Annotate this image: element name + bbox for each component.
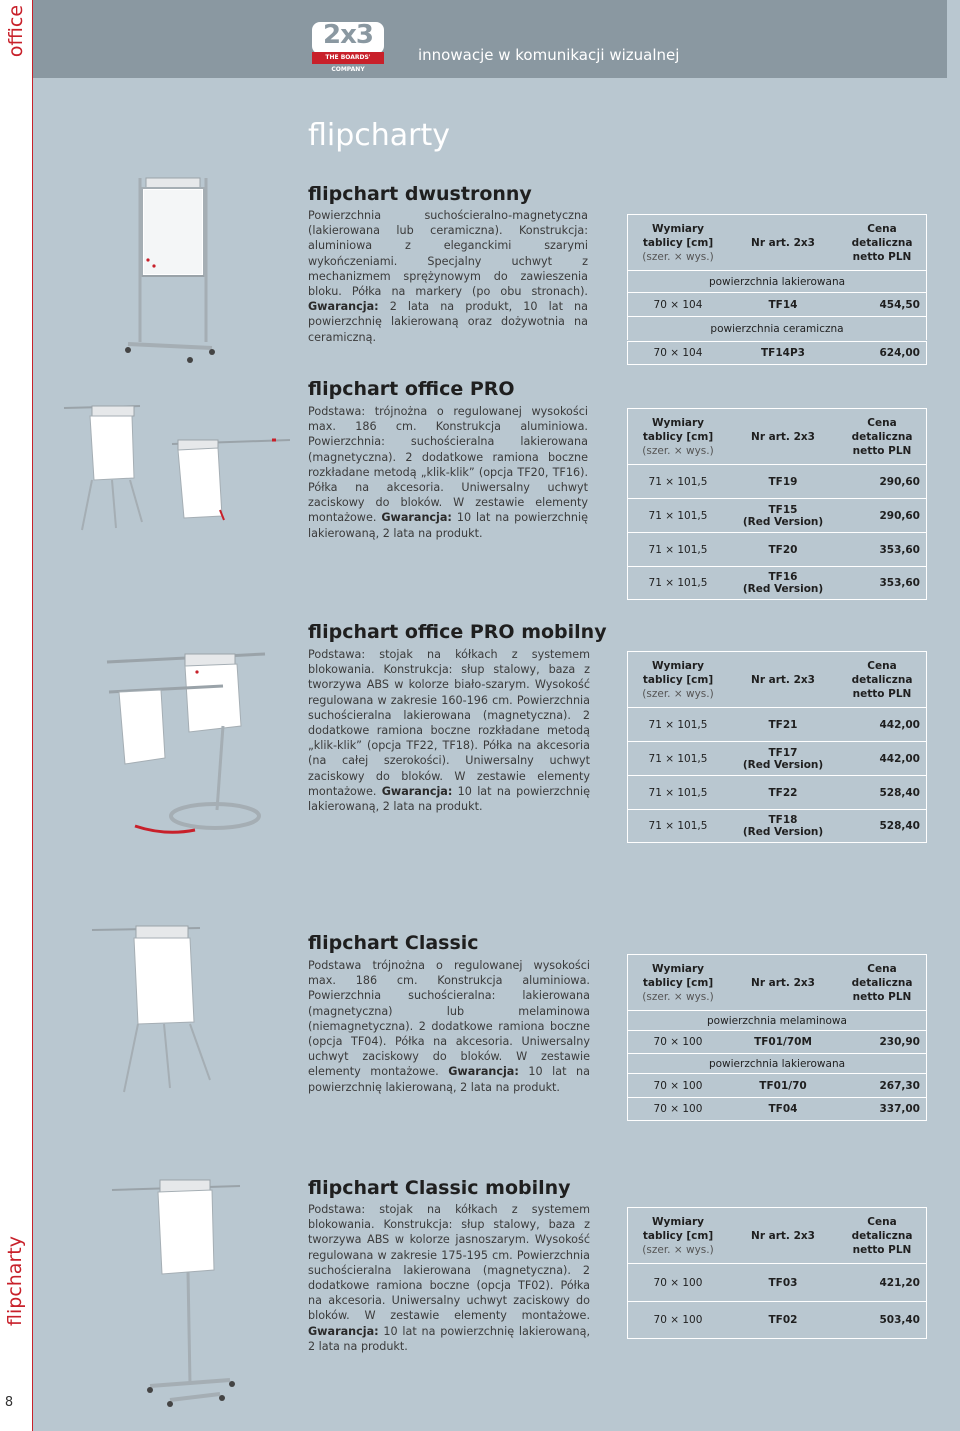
table-header: Wymiary tablicy [cm] (szer. × wys.) Nr art. 2x3 Cena detaliczna netto PLN [627,408,927,464]
table-row: 70 × 100 TF03 421,20 [627,1263,927,1301]
table-row: 71 × 101,5 TF20 353,60 [627,532,927,566]
table-row: 70 × 104 TF14 454,50 [627,292,927,316]
table-header: Wymiary tablicy [cm] (szer. × wys.) Nr art. 2x3 Cena detaliczna netto PLN [627,1207,927,1263]
price-table [627,214,927,365]
table-row: 70 × 100 TF02 503,40 [627,1301,927,1339]
table-row: 70 × 100 TF01/70M 230,90 [627,1030,927,1053]
header-bar [33,0,947,78]
table-section-row: powierzchnia ceramiczna [627,316,927,340]
table-header: Wymiary tablicy [cm] (szer. × wys.) Nr art. 2x3 Cena detaliczna netto PLN [627,214,927,270]
table-section-row: powierzchnia lakierowana [627,1053,927,1073]
product-title: flipchart dwustronny [308,183,532,205]
table-row: 71 × 101,5 TF22 528,40 [627,775,927,809]
product-image-dwustronny [118,172,218,372]
price-table [627,954,927,1121]
page-number: 8 [4,1395,14,1410]
table-row: 71 × 101,5 TF19 290,60 [627,464,927,498]
product-description: Podstawa trójnożna o regulowanej wysokości max. 186 cm. Konstrukcja aluminiowa. Powierzchnia suchościeralna: lakierowana (magnetyczna) lub melaminowa (niemagnetyczna). 2 dodatkowe ramiona boczne (opcja TF04). Półka na akcesoria. Uniwersalny uchwyt zaciskowy do bloków. W zestawie elementy montażowe. Gwarancja: 10 lat na powierzchnię lakierowaną, 2 lata na produkt. [308,959,590,1094]
table-row: 71 × 101,5 TF18 (Red Version) 528,40 [627,809,927,843]
side-label-top: office [5,4,27,58]
price-table [627,651,927,843]
product-description: Podstawa: trójnożna o regulowanej wysokości max. 186 cm. Konstrukcja aluminiowa. Powierzchnia: suchościeralna lakierowana (magnetyczna). 2 dodatkowe ramiona boczne rozkładane metodą „klik-klik” (opcja TF20, TF16). Półka na akcesoria. Uniwersalny uchwyt zaciskowy do bloków. W zestawie elementy montażowe. Gwarancja: 10 lat na powierzchnię lakierowaną, 2 lata na produkt. [308,405,588,540]
table-row: 71 × 101,5 TF17 (Red Version) 442,00 [627,741,927,775]
product-image-classic [90,920,240,1100]
brand-logo: 2x3 THE BOARDS' COMPANY [312,22,384,64]
price-table [627,408,927,600]
table-row: 70 × 100 TF04 337,00 [627,1097,927,1121]
side-divider [32,0,33,1431]
product-description: Podstawa: stojak na kółkach z systemem blokowania. Konstrukcja: słup stalowy, baza z tworzywa ABS w kolorze jasnoszarym. Wysokość regulowana w zakresie 175-195 cm. Powierzchnia suchościeralna lakierowana (magnetyczna). 2 dodatkowe ramiona boczne (opcja TF02). Półka na akcesoria. Uniwersalny uchwyt zaciskowy do bloków. W zestawie elementy montażowe. Gwarancja: 10 lat na powierzchnię lakierowaną, 2 lata na produkt. [308,1203,591,1353]
header-tagline: innowacje w komunikacji wizualnej [418,46,680,64]
table-section-row: powierzchnia melaminowa [627,1010,927,1030]
table-row: 70 × 100 TF01/70 267,30 [627,1073,927,1097]
table-row: 71 × 101,5 TF15 (Red Version) 290,60 [627,498,927,532]
table-header: Wymiary tablicy [cm] (szer. × wys.) Nr art. 2x3 Cena detaliczna netto PLN [627,954,927,1010]
table-row: 70 × 104 TF14P3 624,00 [627,341,927,365]
product-title: flipchart Classic [308,932,479,954]
table-row: 71 × 101,5 TF16 (Red Version) 353,60 [627,566,927,600]
table-header: Wymiary tablicy [cm] (szer. × wys.) Nr art. 2x3 Cena detaliczna netto PLN [627,651,927,707]
product-image-classic-mobilny [110,1150,270,1410]
table-section-row: powierzchnia lakierowana [627,270,927,292]
page-title: flipcharty [308,118,451,153]
product-description: Podstawa: stojak na kółkach z systemem blokowania. Konstrukcja: słup stalowy, baza z tworzywa ABS w kolorze biało-szarym. Wysokość regulowana w zakresie 160-196 cm. Powierzchnia suchościeralna lakierowana (magnetyczna). 2 dodatkowe ramiona boczne rozkładane metodą „klik-klik” (opcja TF22, TF18). Półka na akcesoria (na całej szerokości). Uniwersalny uchwyt zaciskowy do bloków. W zestawie elementy montażowe. Gwarancja: 10 lat na powierzchnię lakierowaną, 2 lata na produkt. [308,648,591,814]
product-title: flipchart Classic mobilny [308,1177,571,1199]
product-image-office-pro [60,400,300,535]
product-title: flipchart office PRO mobilny [308,621,607,643]
side-label-bottom: flipcharty [4,1236,26,1326]
price-table [627,1207,927,1339]
side-strip [0,0,32,1431]
table-row: 71 × 101,5 TF21 442,00 [627,707,927,741]
product-title: flipchart office PRO [308,378,515,400]
product-description: Powierzchnia suchościeralno-magnetyczna (lakierowana lub ceramiczna). Konstrukcja: aluminiowa z eleganckimi szarymi wykończeniami. Specjalny uchwyt z mechanizmem sprężynowym do zawieszenia bloku. Półka na markery (po obu stronach). Gwarancja: 2 lata na produkt, 10 lat na powierzchnię lakierowaną oraz dożywotnia na ceramiczną. [308,209,588,344]
product-image-office-pro-mobilny [105,640,285,840]
